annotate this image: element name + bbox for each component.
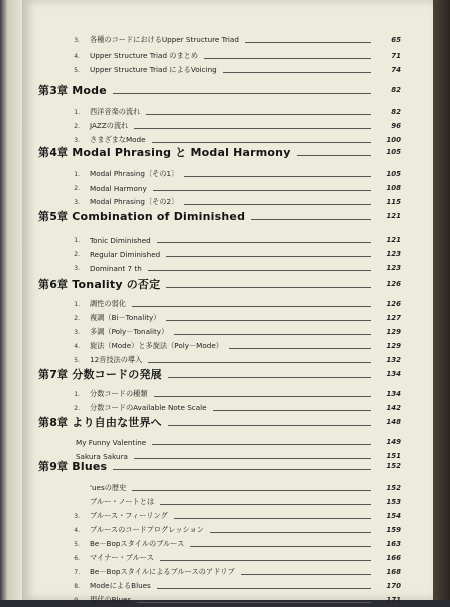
page-number: 123: [386, 250, 401, 258]
toc-entry: [22, 181, 433, 195]
leader-line: [154, 391, 371, 397]
entry-number: 1.: [74, 108, 80, 116]
entry-title: 複調（Bi－Tonality）: [90, 313, 161, 322]
page-number: 171: [386, 596, 401, 604]
page-number: 126: [386, 280, 401, 288]
entry-title: Sakura Sakura: [76, 451, 128, 461]
chapter-title: 第9章 Blues: [38, 460, 108, 473]
leader-line: [132, 485, 371, 491]
page-number: 132: [386, 356, 401, 364]
page-number: 82: [391, 108, 401, 116]
page-number: 134: [386, 370, 401, 378]
chapter-title: 第6章 Tonality の否定: [38, 278, 161, 291]
page-number: 96: [391, 122, 401, 130]
page-number: 123: [386, 264, 401, 272]
entry-title: Tonic Diminished: [90, 235, 151, 245]
entry-title: 西洋音楽の流れ: [90, 107, 141, 116]
page-number: 65: [391, 36, 401, 44]
leader-line: [166, 281, 371, 288]
page-number: 134: [386, 390, 401, 398]
entry-number: 3.: [74, 512, 80, 520]
toc-entry: [22, 435, 433, 449]
entry-title: 旋法（Mode）と多旋法（Poly－Mode）: [90, 341, 223, 350]
entry-title: 分数コードのAvailable Note Scale: [90, 403, 207, 412]
chapter-title: 第3章 Mode: [38, 84, 107, 97]
entry-number: 1.: [74, 236, 80, 244]
entry-number: 2.: [74, 122, 80, 130]
entry-title: 各種のコードにおけるUpper Structure Triad: [90, 35, 239, 44]
page-number: 115: [386, 198, 401, 206]
toc-entry: [22, 325, 433, 339]
leader-line: [160, 499, 371, 505]
entry-number: 3.: [74, 328, 80, 336]
table-of-contents: [22, 0, 433, 604]
leader-line: [146, 109, 371, 115]
page-number: 148: [386, 418, 401, 426]
leader-line: [204, 53, 371, 59]
toc-chapter: [22, 365, 433, 383]
page-number: 170: [386, 582, 401, 590]
entry-number: 5.: [74, 66, 80, 74]
entry-number: 4.: [74, 526, 80, 534]
toc-entry: [22, 297, 433, 311]
leader-line: [153, 185, 371, 191]
toc-entry: [22, 247, 433, 261]
toc-entry: [22, 495, 433, 509]
leader-line: [113, 463, 371, 470]
leader-line: [213, 405, 371, 411]
entry-title: Modal Phrasing〔その2〕: [90, 197, 179, 206]
leader-line: [152, 439, 371, 445]
book-cover-edge: [433, 0, 450, 600]
entry-number: 2.: [74, 250, 80, 258]
entry-title: ブルース・フィーリング: [90, 511, 168, 520]
toc-chapter: [22, 81, 433, 99]
leader-line: [223, 67, 371, 73]
entry-number: 1.: [74, 170, 80, 178]
page-number: 126: [386, 300, 401, 308]
entry-number: 6.: [74, 554, 80, 562]
page-number: 129: [386, 328, 401, 336]
leader-line: [132, 301, 371, 307]
entry-number: 3.: [74, 198, 80, 206]
page-number: 152: [386, 484, 401, 492]
toc-entry: [22, 537, 433, 551]
page-number: 163: [386, 540, 401, 548]
leader-line: [157, 237, 371, 243]
entry-title: Upper Structure Triad のまとめ: [90, 51, 199, 60]
page-number: 152: [386, 462, 401, 470]
toc-entry: [22, 387, 433, 401]
entry-title: 12音技法の導入: [90, 355, 143, 364]
entry-number: 4.: [74, 52, 80, 60]
leader-line: [184, 199, 371, 205]
page-number: 142: [386, 404, 401, 412]
entry-title: Modal Harmony: [90, 183, 147, 193]
page-number: 82: [391, 86, 401, 94]
toc-entry: [22, 105, 433, 119]
toc-entry: [22, 481, 433, 495]
entry-number: 2.: [74, 404, 80, 412]
page-number: 121: [386, 212, 401, 220]
book-page: [22, 0, 433, 604]
leader-line: [166, 315, 371, 321]
entry-number: 1.: [74, 300, 80, 308]
leader-line: [168, 371, 371, 378]
entry-title: 現代のBlues: [90, 595, 132, 604]
page-number: 129: [386, 342, 401, 350]
entry-title: ブルー・ノートとは: [90, 497, 155, 506]
leader-line: [137, 597, 371, 603]
entry-title: Dominant 7 th: [90, 263, 142, 273]
leader-line: [241, 569, 371, 575]
page-number: 159: [386, 526, 401, 534]
page-number: 100: [386, 136, 401, 144]
page-number: 166: [386, 554, 401, 562]
leader-line: [174, 329, 371, 335]
entry-number: 9.: [74, 596, 80, 604]
book-gutter: [0, 0, 22, 600]
page-number: 153: [386, 498, 401, 506]
toc-chapter: [22, 143, 433, 161]
leader-line: [174, 513, 371, 519]
page-number: 74: [391, 66, 401, 74]
leader-line: [168, 419, 371, 426]
page-number: 168: [386, 568, 401, 576]
toc-entry: [22, 579, 433, 593]
entry-title: Upper Structure Triad によるVoicing: [90, 65, 217, 74]
toc-chapter: [22, 457, 433, 475]
toc-entry: [22, 119, 433, 133]
entry-title: 分数コードの種類: [90, 389, 148, 398]
chapter-title: 第4章 Modal Phrasing と Modal Harmony: [38, 146, 291, 159]
leader-line: [166, 251, 371, 257]
page-number: 71: [391, 52, 401, 60]
entry-number: 3.: [74, 36, 80, 44]
entry-title: マイナー・ブルース: [90, 553, 154, 562]
entry-number: 3.: [74, 264, 80, 272]
entry-title: Regular Diminished: [90, 249, 161, 259]
entry-number: 7.: [74, 568, 80, 576]
page-number: 121: [386, 236, 401, 244]
toc-entry: [22, 311, 433, 325]
entry-title: 'uesの歴史: [90, 483, 127, 492]
chapter-title: 第5章 Combination of Diminished: [38, 210, 246, 223]
leader-line: [148, 357, 371, 363]
leader-line: [148, 265, 371, 271]
entry-title: ModeによるBlues: [90, 581, 151, 590]
leader-line: [134, 123, 371, 129]
entry-number: 4.: [74, 342, 80, 350]
toc-chapter: [22, 275, 433, 293]
toc-entry: [22, 523, 433, 537]
toc-entry: [22, 63, 433, 77]
chapter-title: 第7章 分数コードの発展: [38, 368, 162, 381]
entry-number: 5.: [74, 540, 80, 548]
leader-line: [251, 213, 371, 220]
entry-title: 調性の弱化: [90, 299, 126, 308]
entry-title: Be－Bopスタイルによるブルースのアドリブ: [90, 567, 235, 576]
entry-number: 8.: [74, 582, 80, 590]
toc-entry: [22, 167, 433, 181]
page-number: 127: [386, 314, 401, 322]
page-number: 105: [386, 170, 401, 178]
page-number: 108: [386, 184, 401, 192]
leader-line: [229, 343, 371, 349]
entry-number: 1.: [74, 390, 80, 398]
toc-entry: [22, 49, 433, 63]
leader-line: [157, 583, 371, 589]
toc-entry: [22, 509, 433, 523]
entry-title: JAZZの流れ: [90, 121, 129, 130]
entry-title: さまざまなMode: [90, 135, 146, 144]
page-number: 154: [386, 512, 401, 520]
toc-entry: [22, 551, 433, 565]
leader-line: [160, 555, 371, 561]
leader-line: [184, 171, 371, 177]
toc-entry: [22, 339, 433, 353]
toc-chapter: [22, 207, 433, 225]
entry-number: 2.: [74, 314, 80, 322]
page-number: 105: [386, 148, 401, 156]
page-number: 149: [386, 438, 401, 446]
toc-entry: [22, 233, 433, 247]
leader-line: [190, 541, 371, 547]
toc-entry: [22, 33, 433, 47]
leader-line: [245, 37, 371, 43]
toc-entry: [22, 261, 433, 275]
entry-title: Modal Phrasing〔その1〕: [90, 169, 179, 178]
toc-entry: [22, 593, 433, 607]
entry-title: ブルースのコードプログレッション: [90, 525, 204, 534]
entry-number: 2.: [74, 184, 80, 192]
leader-line: [210, 527, 371, 533]
leader-line: [113, 87, 371, 94]
entry-number: 5.: [74, 356, 80, 364]
toc-entry: [22, 565, 433, 579]
entry-number: 3.: [74, 136, 80, 144]
leader-line: [297, 149, 371, 156]
entry-title: My Funny Valentine: [76, 437, 147, 447]
toc-chapter: [22, 413, 433, 431]
chapter-title: 第8章 より自由な世界へ: [38, 416, 162, 429]
page-number: 151: [386, 452, 401, 460]
entry-title: Be－Bopスタイルのブルース: [90, 539, 185, 548]
entry-title: 多調（Poly－Tonality）: [90, 327, 169, 336]
